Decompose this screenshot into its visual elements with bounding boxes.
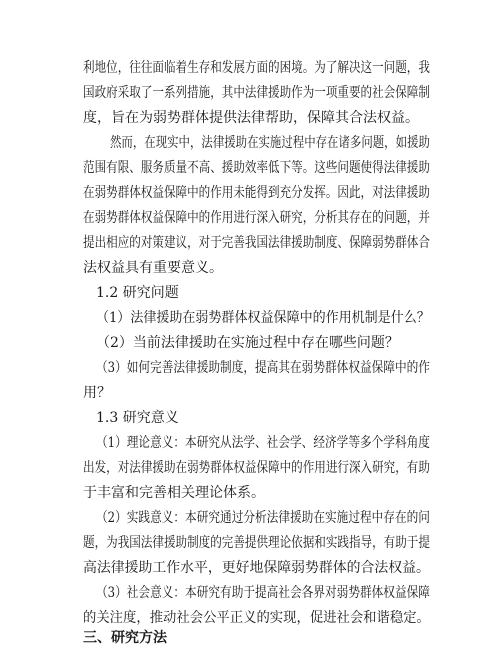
text-line: 在弱势群体权益保障中的作用未能得到充分发挥。因此，对法律援助 — [83, 185, 430, 201]
list-item: （3）社会意义：本研究有助于提高社会各界对弱势群体权益保障 — [96, 585, 430, 601]
list-item: （3）如何完善法律援助制度，提高其在弱势群体权益保障中的作 — [96, 360, 430, 376]
section-heading-research-methods: 三、研究方法 — [83, 630, 167, 646]
text-line: 范围有限、服务质量不高、援助效率低下等。这些问题使得法律援助 — [83, 160, 430, 176]
text-line: 出发，对法律援助在弱势群体权益保障中的作用进行深入研究，有助 — [83, 460, 430, 476]
text-line: 的关注度，推动社会公平正义的实现，促进社会和谐稳定。 — [83, 610, 430, 626]
text-line: 用？ — [83, 385, 111, 401]
list-item: （2）实践意义：本研究通过分析法律援助在实施过程中存在的问 — [96, 510, 430, 526]
text-line: 高法律援助工作水平，更好地保障弱势群体的合法权益。 — [83, 560, 430, 576]
text-line: 利地位，往往面临着生存和发展方面的困境。为了解决这一问题，我 — [83, 60, 430, 76]
section-heading-1-2: 1.2 研究问题 — [96, 285, 179, 301]
text-line: 于丰富和完善相关理论体系。 — [83, 485, 265, 501]
list-item: （2）当前法律援助在实施过程中存在哪些问题？ — [96, 335, 399, 351]
text-line: 在弱势群体权益保障中的作用进行深入研究，分析其存在的问题，并 — [83, 210, 430, 226]
text-line: 提出相应的对策建议，对于完善我国法律援助制度、保障弱势群体合 — [83, 235, 430, 251]
text-line: 国政府采取了一系列措施，其中法律援助作为一项重要的社会保障制 — [83, 85, 430, 101]
list-item: （1）理论意义：本研究从法学、社会学、经济学等多个学科角度 — [96, 435, 430, 451]
text-line: 法权益具有重要意义。 — [83, 260, 223, 276]
text-line: 然而，在现实中，法律援助在实施过程中存在诸多问题，如援助 — [110, 135, 430, 151]
text-line: 度，旨在为弱势群体提供法律帮助，保障其合法权益。 — [83, 110, 419, 126]
text-line: 题，为我国法律援助制度的完善提供理论依据和实践指导，有助于提 — [83, 535, 430, 551]
list-item: （1）法律援助在弱势群体权益保障中的作用机制是什么？ — [96, 310, 430, 326]
section-heading-1-3: 1.3 研究意义 — [96, 410, 179, 426]
